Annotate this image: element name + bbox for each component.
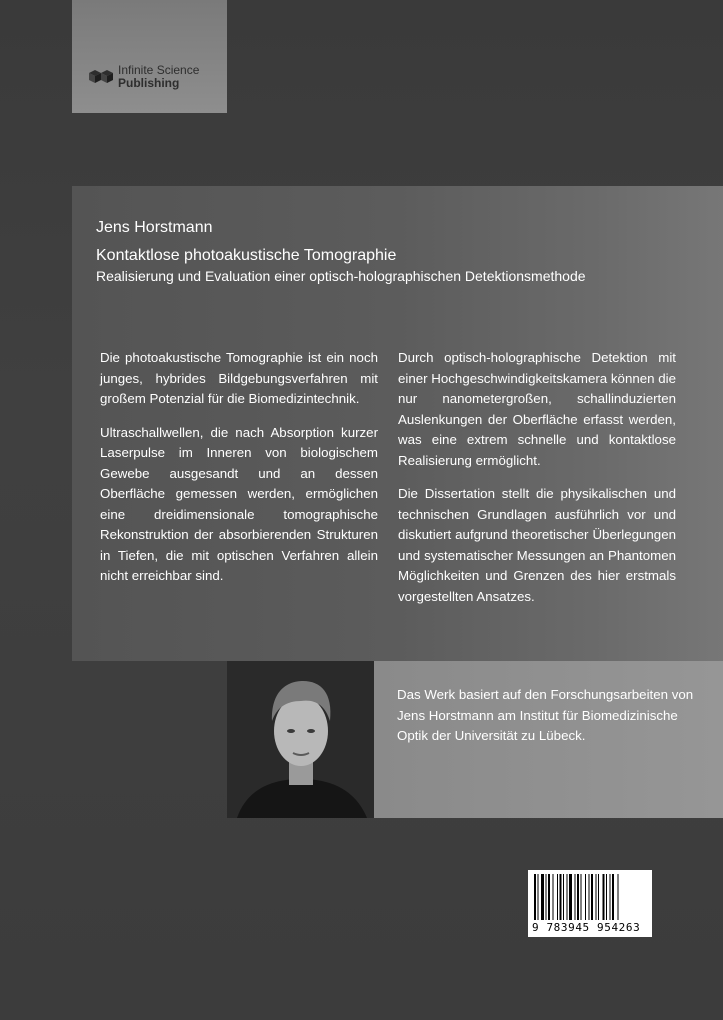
barcode-bars bbox=[534, 874, 646, 920]
cube-logo-icon bbox=[88, 68, 114, 86]
paragraph: Die Dissertation stellt die physikalischen und technischen Grundlagen ausführlich vor und diskutiert aufgrund theoretischer Überlegungen und systematischer Messungen an Phantomen Möglichkeiten und Grenzen des hier erstmals vorgestellten Ansatzes. bbox=[398, 486, 676, 604]
paragraph: Die photoakustische Tomographie ist ein noch junges, hybrides Bildgebungsverfahren mit großem Potenzial für die Biomedizintechnik. bbox=[100, 350, 378, 406]
isbn-barcode bbox=[528, 870, 652, 937]
book-title: Kontaktlose photoakustische Tomographie bbox=[96, 247, 397, 264]
publisher-name-line2: Publishing bbox=[118, 76, 180, 90]
book-subtitle: Realisierung und Evaluation einer optisch-holographischen Detektionsmethode bbox=[96, 268, 586, 284]
right-column bbox=[398, 348, 676, 620]
publisher-name-line1: Infinite Science bbox=[118, 63, 200, 77]
author-bio: Das Werk basiert auf den Forschungsarbeiten von Jens Horstmann am Institut für Biomedizinische Optik der Universität zu Lübeck. bbox=[397, 687, 694, 743]
publisher-logo bbox=[88, 64, 199, 90]
left-column bbox=[100, 348, 378, 600]
main-text-panel bbox=[72, 186, 723, 661]
isbn-digits: 9 783945 954263 bbox=[532, 921, 641, 934]
paragraph: Ultraschallwellen, die nach Absorption kurzer Laserpulse im Inneren von biologischem Gewebe ausgesandt und an dessen Oberfläche gemessen werden, ermöglichen eine dreidimensionale tomographische Rekonstruktion der absorbierenden Strukturen in Tiefen, die mit optischen Verfahren allein nicht erreichbar sind. bbox=[100, 424, 378, 583]
paragraph: Durch optisch-holographische Detektion mit einer Hochgeschwindigkeitskamera können die nur nanometergroßen, schallinduzierten Auslenkungen der Oberfläche erfasst werden, was eine extrem schnelle und kontaktlose Realisierung ermöglicht. bbox=[398, 350, 676, 468]
author-name: Jens Horstmann bbox=[96, 219, 213, 236]
author-photo bbox=[227, 661, 374, 818]
publisher-logo-block bbox=[72, 0, 227, 113]
author-bio-box bbox=[374, 661, 723, 818]
